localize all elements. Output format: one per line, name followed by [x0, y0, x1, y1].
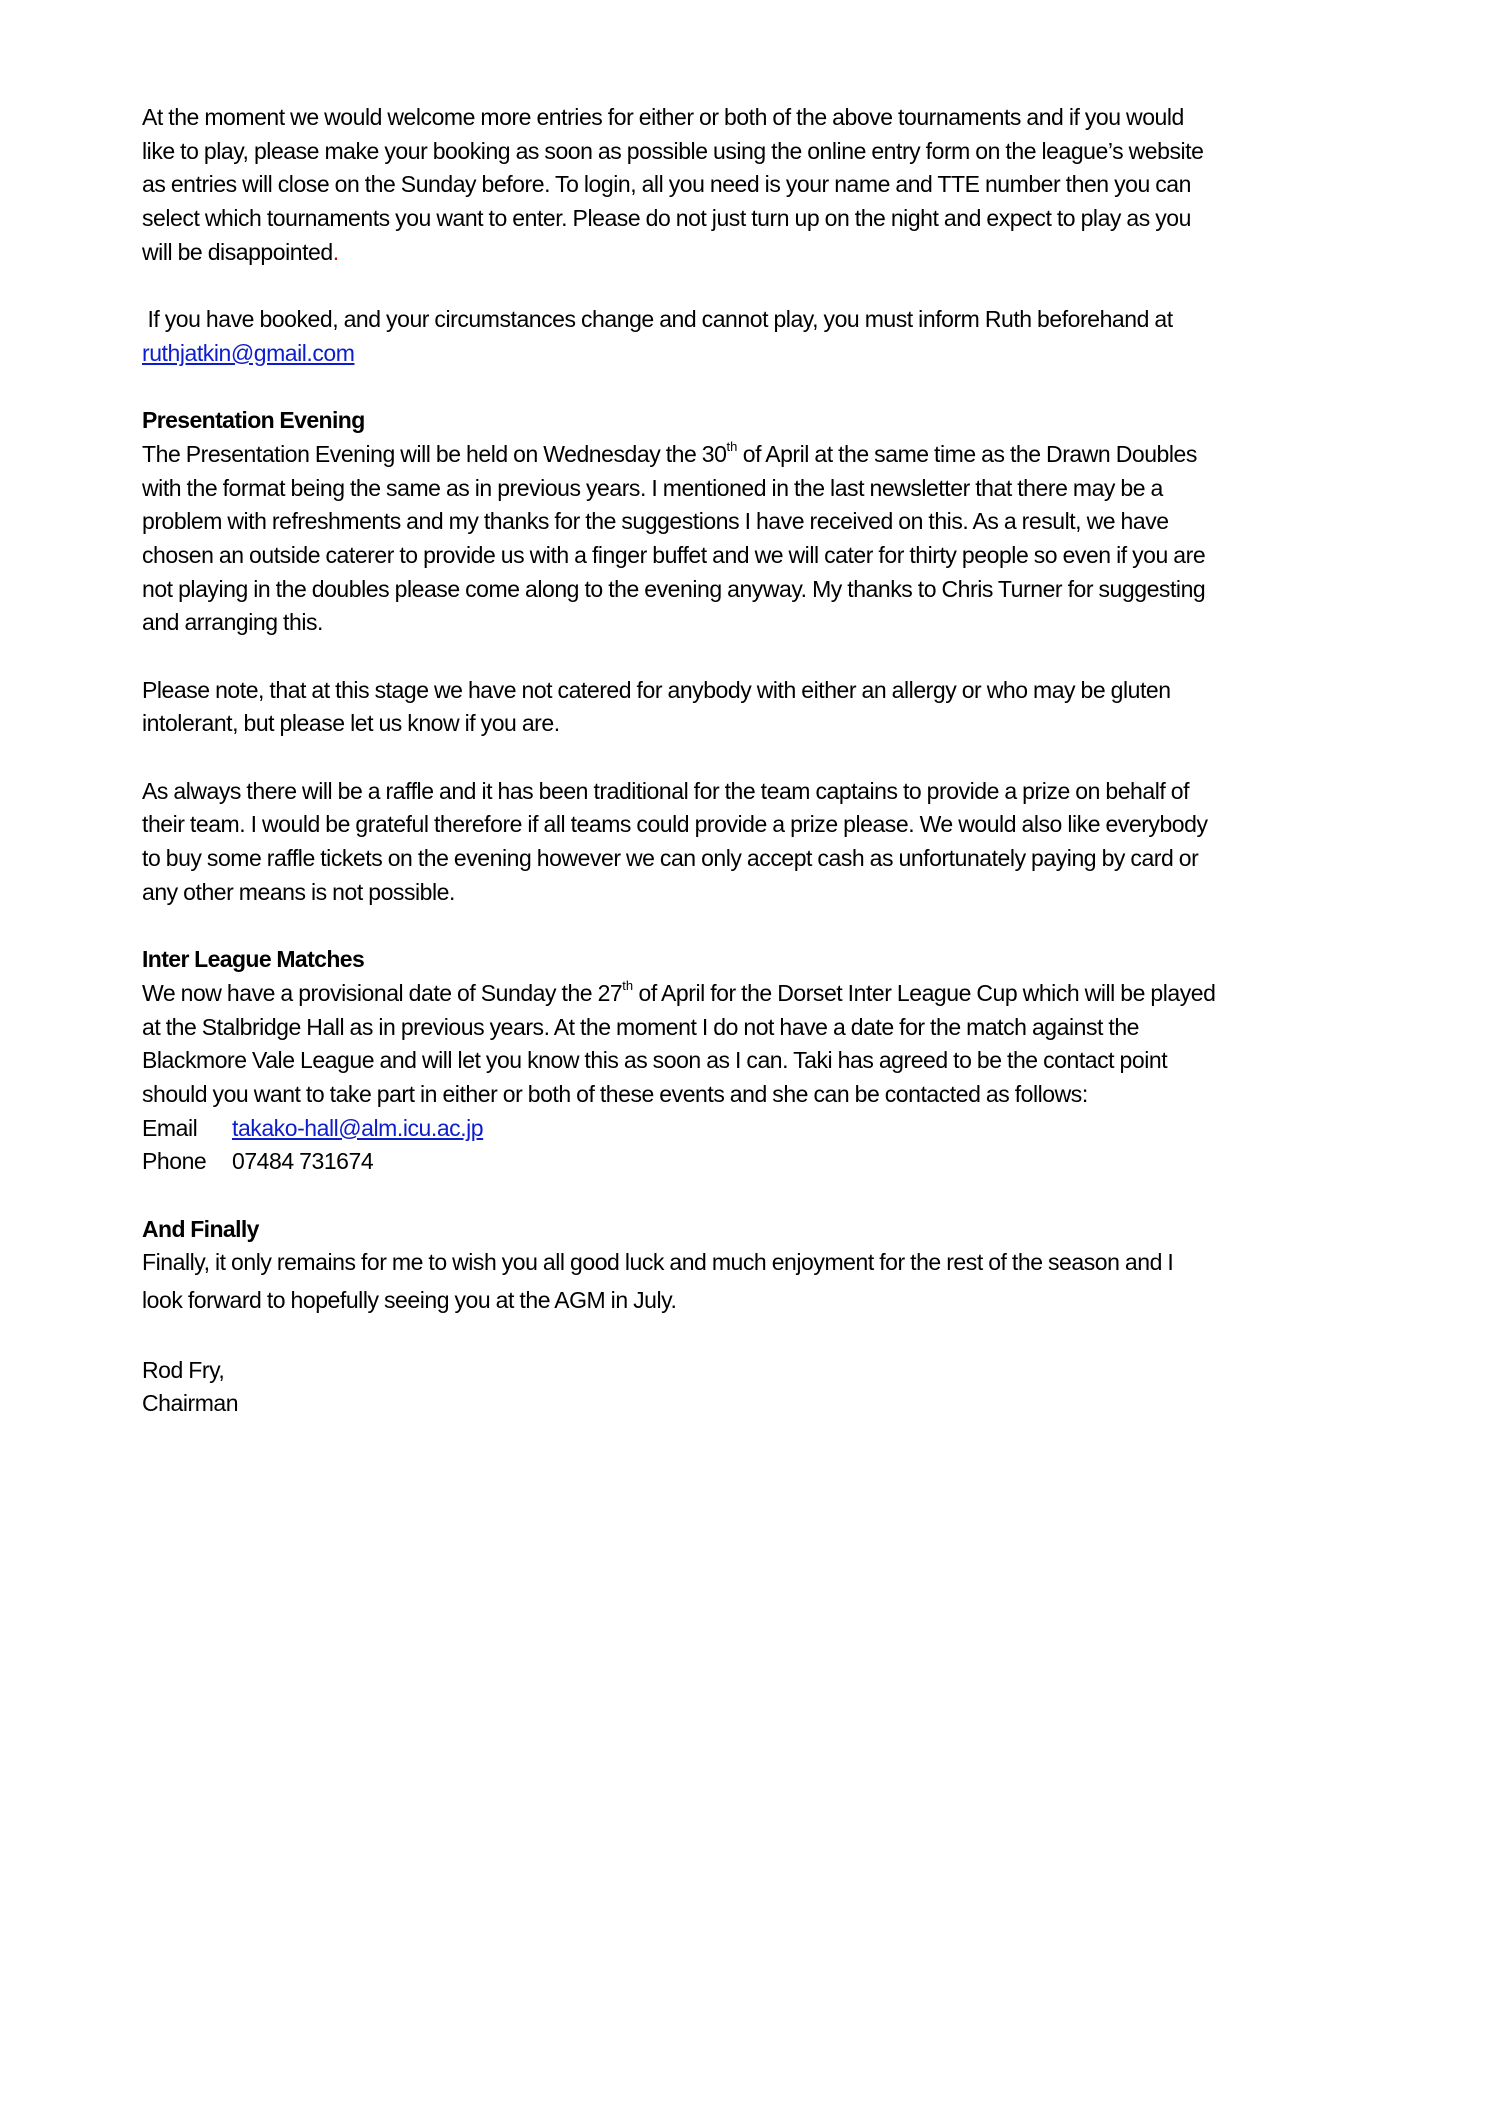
section-heading: And Finally — [142, 1215, 259, 1242]
section-heading: Presentation Evening — [142, 407, 365, 434]
section-heading: Inter League Matches — [142, 946, 365, 973]
paragraph-line: any other means is not possible. — [142, 878, 455, 905]
paragraph-line: as entries will close on the Sunday before. To login, all you need is your name and TTE number then you can — [142, 171, 1191, 198]
paragraph-line: at the Stalbridge Hall as in previous years. At the moment I do not have a date for the match against the — [142, 1013, 1140, 1040]
paragraph-text: of April at the same time as the Drawn Doubles — [737, 440, 1197, 467]
paragraph-line — [142, 337, 1442, 371]
intro-paragraph — [142, 101, 1442, 269]
contact-email-row — [142, 1112, 1442, 1146]
paragraph-line: their team. I would be grateful therefore if all teams could provide a prize please. We would also like everybody — [142, 811, 1208, 838]
paragraph-line: Blackmore Vale League and will let you know this as soon as I can. Taki has agreed to be the contact point — [142, 1047, 1168, 1074]
red-period: . — [332, 238, 339, 265]
spacer — [142, 269, 1442, 303]
paragraph-line: chosen an outside caterer to provide us with a finger buffet and we will cater for thirty people so even if you are — [142, 541, 1206, 568]
ruth-email-link[interactable]: ruthjatkin@gmail.com — [142, 339, 355, 366]
paragraph-line — [142, 236, 1442, 270]
spacer — [142, 371, 1442, 405]
phone-number: 07484 731674 — [232, 1148, 374, 1175]
paragraph-line: As always there will be a raffle and it has been traditional for the team captains to provide a prize on behalf of — [142, 777, 1190, 804]
paragraph-line — [142, 438, 1442, 472]
signoff-title: Chairman — [142, 1390, 239, 1417]
booking-note-paragraph — [142, 303, 1442, 370]
phone-label: Phone — [142, 1148, 207, 1175]
paragraph-line: to buy some raffle tickets on the evening however we can only accept cash as unfortunately paying by card or — [142, 845, 1199, 872]
paragraph-line: like to play, please make your booking as soon as possible using the online entry form on the league’s website — [142, 137, 1204, 164]
paragraph-text: The Presentation Evening will be held on Wednesday the 30 — [142, 440, 727, 467]
paragraph-line: with the format being the same as in previous years. I mentioned in the last newsletter that there may be a — [142, 474, 1163, 501]
spacer — [142, 1179, 1442, 1213]
paragraph-line: Please note, that at this stage we have not catered for anybody with either an allergy or who may be gluten — [142, 676, 1171, 703]
ordinal-suffix: th — [622, 978, 634, 994]
paragraph-text: of April for the Dorset Inter League Cup which will be played — [633, 979, 1216, 1006]
contact-phone-row — [142, 1145, 1442, 1179]
paragraph-line: problem with refreshments and my thanks for the suggestions I have received on this. As a result, we have — [142, 508, 1169, 535]
paragraph-line: not playing in the doubles please come along to the evening anyway. My thanks to Chris Turner for suggesting — [142, 575, 1206, 602]
spacer — [142, 910, 1442, 944]
signoff-name: Rod Fry, — [142, 1356, 225, 1383]
paragraph-line: If you have booked, and your circumstances change and cannot play, you must inform Ruth beforehand at — [142, 306, 1173, 333]
inter-league-section — [142, 943, 1442, 1179]
paragraph-line: look forward to hopefully seeing you at the AGM in July. — [142, 1287, 677, 1314]
signoff — [142, 1354, 1442, 1421]
paragraph-text: We now have a provisional date of Sunday the 27 — [142, 979, 623, 1006]
paragraph-line — [142, 977, 1442, 1011]
presentation-section — [142, 404, 1442, 909]
spacer — [142, 1320, 1442, 1354]
paragraph-line: intolerant, but please let us know if you are. — [142, 710, 560, 737]
spacer — [142, 640, 1442, 674]
spacer — [142, 741, 1442, 775]
paragraph-line: select which tournaments you want to enter. Please do not just turn up on the night and expect to play as you — [142, 205, 1191, 232]
paragraph-line: At the moment we would welcome more entries for either or both of the above tournaments and if you would — [142, 104, 1184, 130]
paragraph-line: Finally, it only remains for me to wish you all good luck and much enjoyment for the rest of the season and I — [142, 1249, 1174, 1276]
paragraph-line: and arranging this. — [142, 609, 323, 636]
paragraph-text: will be disappointed — [142, 238, 333, 265]
newsletter-page — [142, 101, 1442, 1421]
ordinal-suffix: th — [726, 439, 738, 455]
email-label: Email — [142, 1114, 198, 1141]
paragraph-line: should you want to take part in either or both of these events and she can be contacted as follows: — [142, 1080, 1088, 1107]
finally-section — [142, 1213, 1442, 1320]
taki-email-link[interactable]: takako-hall@alm.icu.ac.jp — [232, 1114, 484, 1141]
